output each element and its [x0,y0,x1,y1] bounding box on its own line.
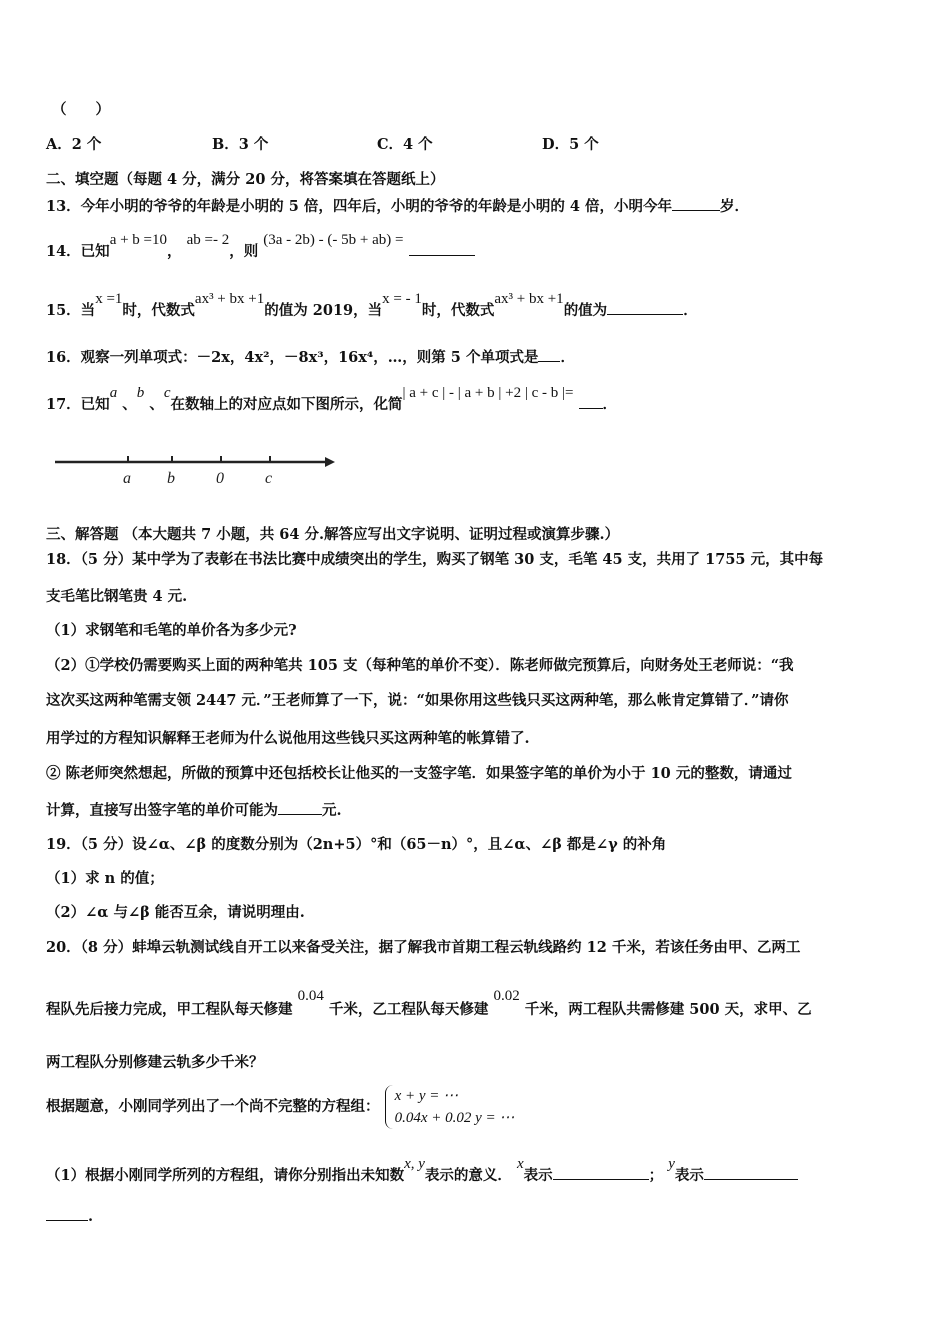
q14-cond2: ab =- 2 [186,232,230,248]
q17-expr: | a + c | - | a + b | +2 | c - b |= [402,385,574,401]
q15-expr-2: ax³ + bx +1 [494,291,564,307]
label-b: b [167,470,175,487]
q18-l8-tail: 元. [322,802,342,819]
q20-rate-b: 0.02 [493,988,520,1004]
q14-mid: ，则 [229,243,259,260]
q14 [46,232,475,262]
q14-cond1: a + b =10 [109,232,168,248]
q16 [46,347,575,368]
label-0: 0 [216,470,224,487]
q19-line1: 19．（5 分）设∠α、∠β 的度数分别为（2n+5）°和（65－n）°，且∠α、∠β 都是∠γ 的补角 [46,836,667,853]
equation-1: x + y = ⋯ [394,1088,459,1104]
y-meaning-blank[interactable] [704,1165,798,1180]
q18-part2-line4: ② 陈老师突然想起，所做的预算中还包括校长让他买的一支签字笔．如果签字笔的单价为小于 10 元的整数，请通过 [46,765,792,782]
q20-l6-tail: . [88,1208,94,1225]
q15-mid1: 时，代数式 [122,302,195,319]
q20-part1 [46,1156,798,1186]
q20-xy: x, y [404,1156,425,1172]
q20-rate-a: 0.04 [297,988,324,1004]
q20-line1: 20．（8 分）蚌埠云轨测试线自开工以来备受关注，据了解我市首期工程云轨线路约 12 千米，若该任务由甲、乙两工 [46,939,801,956]
option-c[interactable]: C．4 个 [377,136,433,153]
q18-answer-blank[interactable] [278,800,322,815]
section3-title: 三、解答题 （本大题共 7 小题，共 64 分.解答应写出文字说明、证明过程或演算步骤.） [46,526,620,543]
q20-l4: 根据题意，小刚同学列出了一个尚不完整的方程组： [46,1098,380,1115]
q16-tail: ． [560,349,575,366]
q16-text: 16．观察一列单项式：－2x，4x²，－8x³，16x⁴，…，则第 5 个单项式是 [46,349,539,366]
q17-var-c: c [163,385,171,401]
q14-answer-blank[interactable] [409,241,475,256]
q20-l2c: 千米，两工程队共需修建 500 天，求甲、乙 [524,1001,812,1018]
q15-cond1: x =1 [95,291,123,307]
q13 [46,196,749,217]
q20-x: x [516,1156,524,1172]
q20-line2 [46,988,812,1020]
q18-line2: 支毛笔比钢笔贵 4 元. [46,588,188,605]
q15-cond2: x = - 1 [382,291,422,307]
q14-sep: ， [167,243,182,260]
q15 [46,291,698,321]
q17-tail: ． [602,396,618,413]
number-line-figure [55,449,340,489]
q15-tail: ． [683,302,698,319]
option-b[interactable]: B．3 个 [212,136,269,153]
q20-l5c: 表示 [523,1167,553,1184]
q18-line1: 18．（5 分）某中学为了表彰在书法比赛中成绩突出的学生，购买了钢笔 30 支，毛笔 45 支，共用了 1755 元，其中每 [46,551,824,568]
q15-pre: 15．当 [46,302,96,319]
equation-2: 0.04x + 0.02 y = ⋯ [394,1110,515,1126]
option-a[interactable]: A．2 个 [46,136,102,153]
label-a: a [123,470,131,487]
label-c: c [265,470,273,487]
q18-part2-line5 [46,800,342,821]
q20-sep: ； [648,1167,664,1184]
q20-l5a: （1）根据小刚同学所列的方程组，请你分别指出未知数 [46,1167,405,1184]
q17-var-a: a [109,385,118,401]
q17 [46,385,618,415]
equation-system [385,1085,515,1129]
q17-var-b: b [136,385,145,401]
q12-options [46,135,906,155]
q15-expr-1: ax³ + bx +1 [194,291,265,307]
q17-mid: 在数轴上的对应点如下图所示，化简 [170,396,403,413]
q13-answer-blank[interactable] [672,196,720,211]
q20-l5d: 表示 [674,1167,704,1184]
q14-expr: (3a - 2b) - (- 5b + ab) = [263,232,404,248]
q13-tail: 岁． [720,198,750,215]
q19-part1: （1）求 n 的值； [46,870,164,887]
q18-part2-line3: 用学过的方程知识解释王老师为什么说他用这些钱只买这两种笔的帐算错了. [46,730,530,747]
q17-sep1: 、 [122,396,137,413]
q19-part2: （2）∠α 与∠β 能否互余，请说明理由. [46,904,305,921]
q18-l8: 计算，直接写出签字笔的单价可能为 [46,802,278,819]
q20-part1-cont [46,1206,93,1227]
q18-part1: （1）求钢笔和毛笔的单价各为多少元? [46,622,297,639]
q20-line4 [46,1085,514,1129]
q15-mid2: 的值为 2019，当 [264,302,383,319]
q12-paren: （ ） [52,101,110,118]
number-line-arrow [325,457,335,467]
q15-mid4: 的值为 [563,302,608,319]
q20-line3: 两工程队分别修建云轨多少千米？ [46,1054,264,1071]
q17-sep2: 、 [149,396,164,413]
q16-answer-blank[interactable] [538,347,560,362]
q20-l2b: 千米，乙工程队每天修建 [328,1001,489,1018]
q13-text: 13．今年小明的爷爷的年龄是小明的 5 倍，四年后，小明的爷爷的年龄是小明的 4 倍，小明今年 [46,198,673,215]
q14-pre: 14．已知 [46,243,110,260]
y-meaning-blank-cont[interactable] [46,1206,88,1221]
x-meaning-blank[interactable] [553,1165,649,1180]
q17-answer-blank[interactable] [579,394,603,409]
q15-mid3: 时，代数式 [421,302,495,319]
section2-title: 二、填空题（每题 4 分，满分 20 分，将答案填在答题纸上） [46,171,445,188]
brace [385,1085,394,1129]
q20-y: y [668,1156,675,1172]
q20-l2a: 程队先后接力完成，甲工程队每天修建 [46,1001,293,1018]
q18-part2-line1: （2）①学校仍需要购买上面的两种笔共 105 支（每种笔的单价不变）．陈老师做完预算后，向财务处王老师说：“我 [46,657,794,674]
q17-pre: 17．已知 [46,396,110,413]
q15-answer-blank[interactable] [607,300,683,315]
q18-part2-line2: 这次买这两种笔需支领 2447 元．”王老师算了一下，说：“如果你用这些钱只买这两种笔，那么帐肯定算错了．”请你 [46,692,789,709]
option-d[interactable]: D．5 个 [542,136,599,153]
q20-l5b: 表示的意义． [424,1167,512,1184]
